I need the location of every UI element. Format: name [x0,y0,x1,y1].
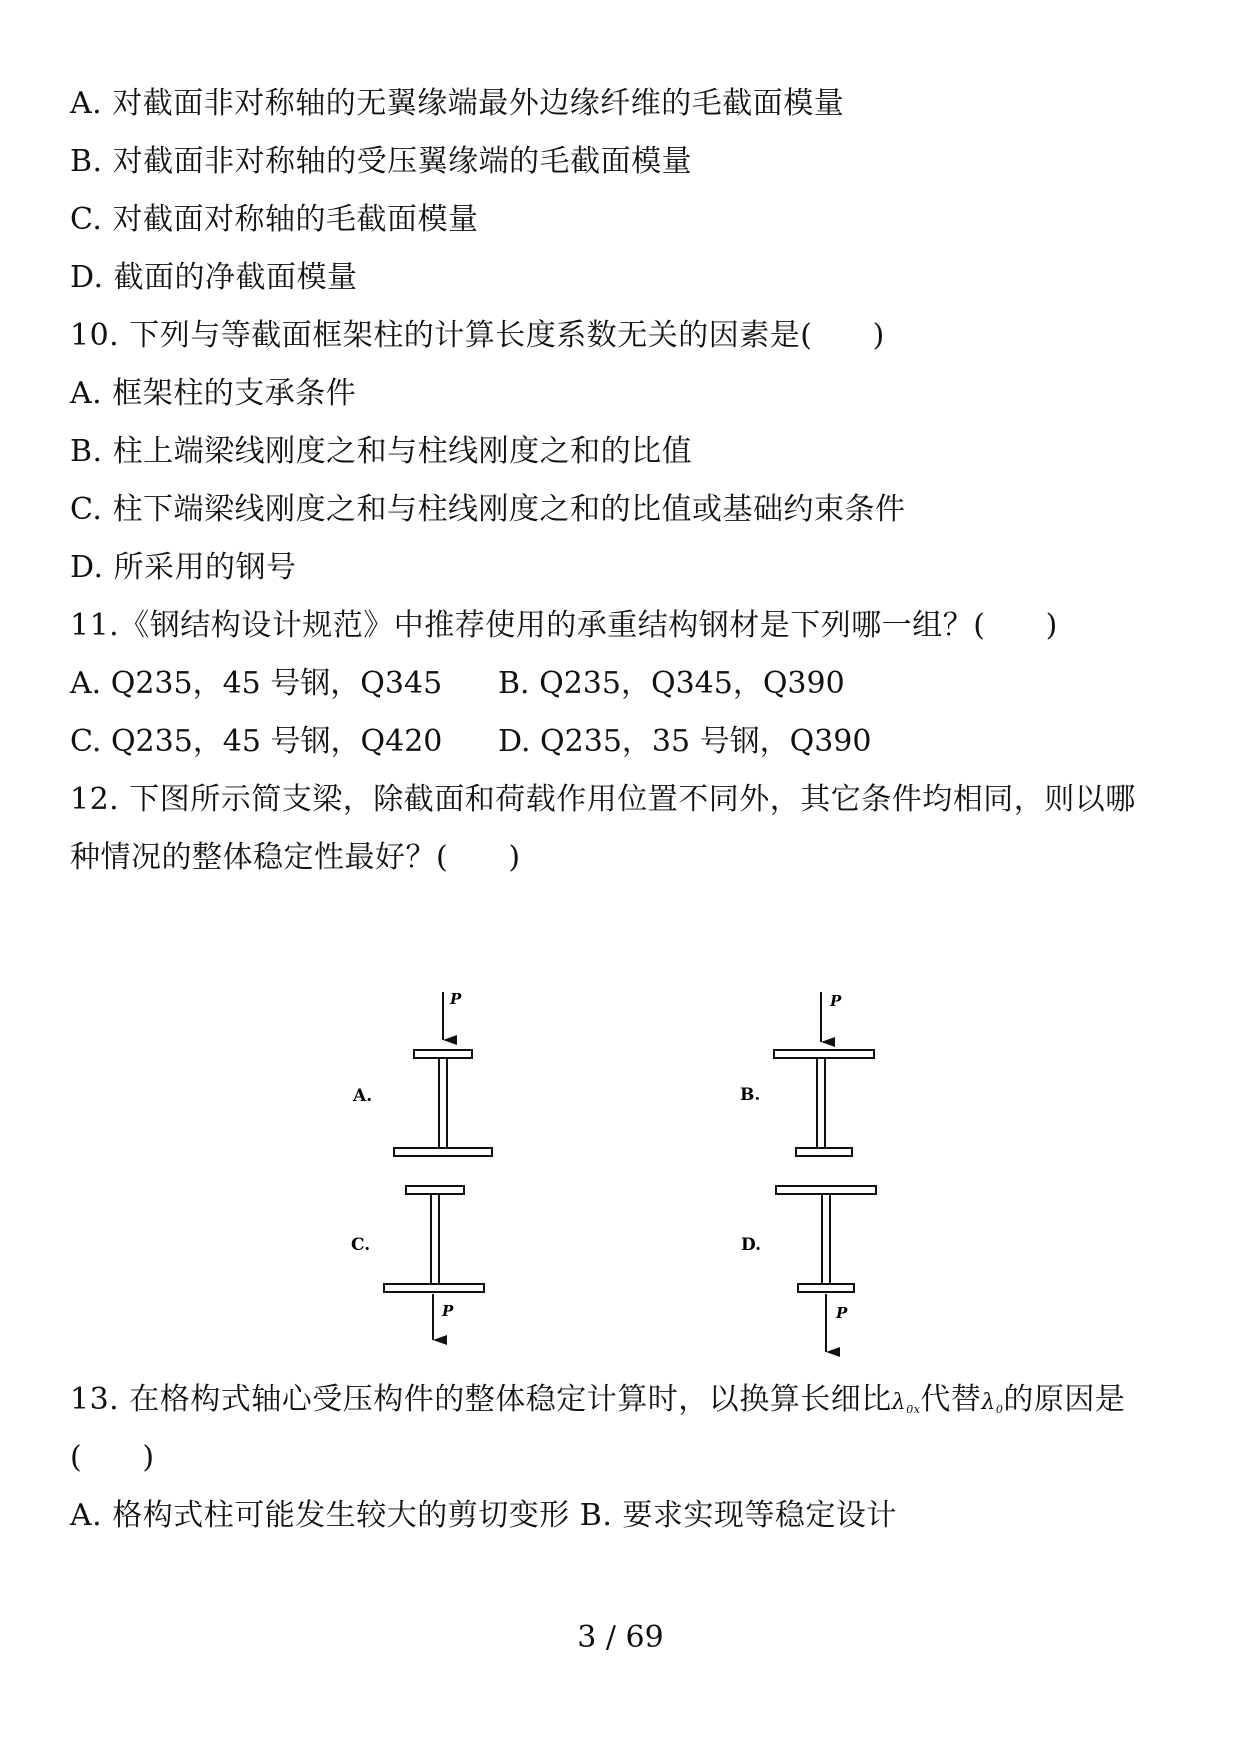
lambda-char: λ [891,1390,907,1415]
q10-option-b: B. 柱上端梁线刚度之和与柱线刚度之和的比值 [70,434,693,469]
q11-option-d: D. Q235，35 号钢，Q390 [498,724,872,759]
q11-option-a: A. Q235，45 号钢，Q345 [70,666,443,701]
lambda-0-symbol [981,1390,1003,1415]
page-number: 3 / 69 [577,1620,664,1655]
figure-label-a: A. [353,1086,373,1106]
figure-label-c: C. [351,1235,371,1255]
lambda-subscript-0: 0 [995,1403,1004,1416]
q9-option-c: C. 对截面对称轴的毛截面模量 [70,202,479,237]
section-d [776,1186,876,1352]
load-label-d: P [836,1304,848,1322]
q9-option-b: B. 对截面非对称轴的受压翼缘端的毛截面模量 [70,144,693,179]
q11-option-c: C. Q235，45 号钢，Q420 [70,724,443,759]
q12-stem-line1: 12. 下图所示简支梁，除截面和荷载作用位置不同外，其它条件均相同，则以哪 [70,782,1136,817]
q13-text-mid: 代替 [920,1382,982,1417]
lambda-0x-symbol [892,1390,921,1415]
load-label-b: P [830,992,842,1010]
q13-answer-paren: ( ) [70,1440,155,1475]
q13-text-pre: 13. 在格构式轴心受压构件的整体稳定计算时，以换算长细比 [70,1382,892,1417]
section-c [384,1186,484,1340]
q10-stem: 10. 下列与等截面框架柱的计算长度系数无关的因素是( ) [70,318,885,353]
figure-label-d: D. [741,1235,762,1255]
q10-option-d: D. 所采用的钢号 [70,550,297,585]
section-b [774,992,874,1156]
q9-option-d: D. 截面的净截面模量 [70,260,358,295]
q13-stem-line1 [70,1380,1125,1430]
q13-option-a-b: A. 格构式柱可能发生较大的剪切变形 B. 要求实现等稳定设计 [70,1498,897,1533]
load-label-c: P [442,1302,454,1320]
q10-option-a: A. 框架柱的支承条件 [70,376,357,411]
load-label-a: P [450,990,462,1008]
q13-text-post: 的原因是 [1003,1382,1126,1417]
figure-label-b: B. [740,1085,761,1105]
q11-option-b: B. Q235，Q345，Q390 [498,666,845,701]
q11-stem: 11.《钢结构设计规范》中推荐使用的承重结构钢材是下列哪一组？( ) [70,608,1058,643]
lambda-char: λ [981,1390,996,1415]
section-a [394,992,492,1156]
q9-option-a: A. 对截面非对称轴的无翼缘端最外边缘纤维的毛截面模量 [70,86,845,121]
q10-option-c: C. 柱下端梁线刚度之和与柱线刚度之和的比值或基础约束条件 [70,492,906,527]
lambda-subscript-0x: 0x [906,1403,921,1416]
q12-stem-line2: 种情况的整体稳定性最好？( ) [70,840,521,875]
